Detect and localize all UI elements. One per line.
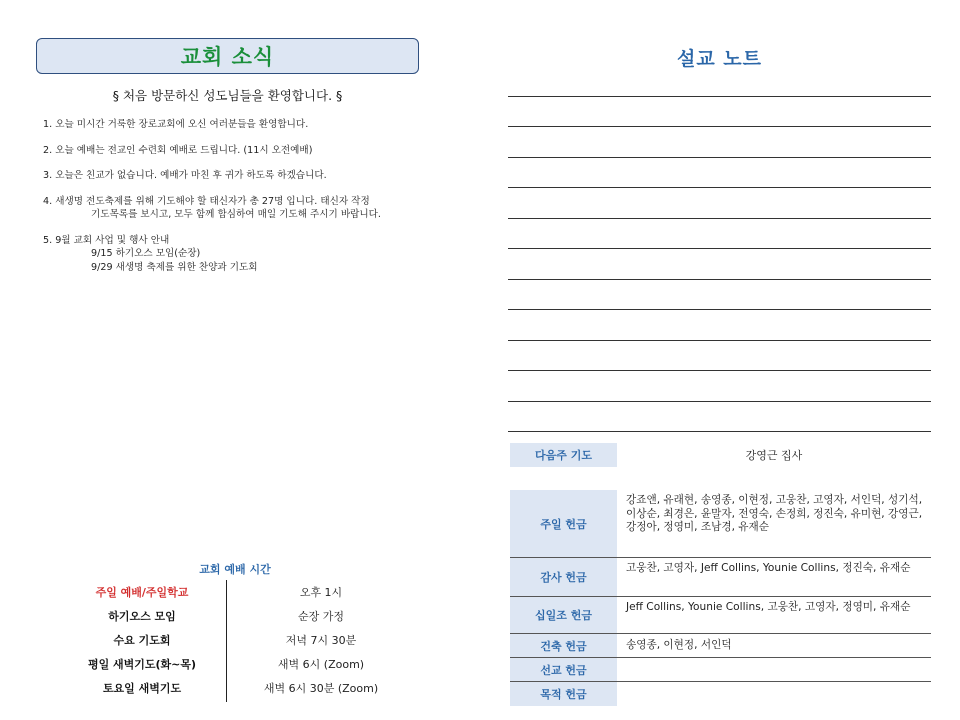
news-item <box>43 195 463 222</box>
news-item <box>43 169 463 183</box>
schedule-row <box>58 652 418 676</box>
note-line <box>508 340 931 341</box>
offering-table <box>510 490 931 706</box>
news-item-line: 2. 오늘 예배는 전교인 수련회 예배로 드립니다. (11시 오전예배) <box>43 144 313 156</box>
note-line <box>508 96 931 97</box>
news-item-line: 4. 새생명 전도축제를 위해 기도해야 할 태신자가 총 27명 입니다. 태신자 작정 <box>43 195 370 207</box>
offering-row <box>510 634 931 658</box>
news-item-line: 5. 9월 교회 사업 및 행사 안내 <box>43 234 170 246</box>
worship-schedule <box>58 580 418 700</box>
news-item-line: 3. 오늘은 친교가 없습니다. 예배가 마친 후 귀가 하도록 하겠습니다. <box>43 170 327 181</box>
news-title-box <box>36 38 419 74</box>
schedule-name: 주일 예배/주일학교 <box>95 586 189 599</box>
note-line <box>508 401 931 402</box>
schedule-name: 수요 기도회 <box>113 634 171 647</box>
schedule-time: 저녁 7시 30분 <box>285 634 357 647</box>
offering-names: Jeff Collins, Younie Collins, 고웅찬, 고영자, 정영미, 유재순 <box>626 601 911 613</box>
news-list <box>43 118 463 286</box>
note-line <box>508 279 931 280</box>
news-subitem: 9/15 하기오스 모임(순장) <box>91 248 201 259</box>
schedule-time: 새벽 6시 30분 (Zoom) <box>263 682 379 695</box>
prayer-label: 다음주 기도 <box>510 443 617 467</box>
schedule-time: 순장 가정 <box>297 610 344 623</box>
note-line <box>508 431 931 432</box>
offering-row <box>510 658 931 682</box>
news-item-line: 기도목록를 보시고, 모두 함께 합심하여 매일 기도해 주시기 바랍니다. <box>91 209 381 220</box>
schedule-time: 오후 1시 <box>299 586 343 599</box>
offering-row <box>510 682 931 706</box>
offering-names: 고웅찬, 고영자, Jeff Collins, Younie Collins, 정진숙, 유재순 <box>626 562 911 574</box>
offering-label: 감사 헌금 <box>510 558 617 596</box>
news-title: 교회 소식 <box>180 45 275 69</box>
news-item <box>43 234 463 275</box>
offering-label: 건축 헌금 <box>510 634 617 657</box>
prayer-value: 강영근 집사 <box>745 449 803 462</box>
note-line <box>508 248 931 249</box>
schedule-title: 교회 예배 시간 <box>199 563 271 576</box>
offering-label: 주일 헌금 <box>510 490 617 557</box>
offering-label: 십일조 헌금 <box>510 597 617 633</box>
offering-names: 송영종, 이현정, 서인덕 <box>626 639 732 651</box>
offering-label: 목적 헌금 <box>510 682 617 706</box>
note-line <box>508 157 931 158</box>
offering-names: 강죠앤, 유래현, 송영종, 이현정, 고웅찬, 고영자, 서인덕, 성기석, 이상순, 최경은, 윤말자, 전영숙, 손정희, 정진숙, 유미현, 강영근, 강정아, 정영미, 조남경, 유재순 <box>626 494 923 533</box>
schedule-row <box>58 676 418 700</box>
note-line <box>508 126 931 127</box>
schedule-name: 평일 새벽기도(화~목) <box>87 658 197 671</box>
note-line <box>508 187 931 188</box>
offering-row <box>510 490 931 558</box>
sermon-title: 설교 노트 <box>676 48 763 70</box>
offering-names <box>617 682 931 706</box>
note-line <box>508 218 931 219</box>
offering-names <box>617 658 931 681</box>
news-item <box>43 144 463 158</box>
welcome-message: § 처음 방문하신 성도님들을 환영합니다. § <box>112 88 343 103</box>
schedule-time: 새벽 6시 (Zoom) <box>277 658 365 671</box>
schedule-row <box>58 628 418 652</box>
schedule-name: 하기오스 모임 <box>108 610 176 623</box>
offering-label: 선교 헌금 <box>510 658 617 681</box>
news-subitem: 9/29 새생명 축제를 위한 찬양과 기도회 <box>91 261 258 273</box>
news-item <box>43 118 463 132</box>
schedule-row <box>58 604 418 628</box>
offering-row <box>510 558 931 597</box>
note-line <box>508 370 931 371</box>
schedule-row <box>58 580 418 604</box>
schedule-name: 토요일 새벽기도 <box>102 682 182 695</box>
note-line <box>508 309 931 310</box>
news-item-line: 1. 오늘 미시간 거룩한 장로교회에 오신 여러분들을 환영합니다. <box>43 119 309 130</box>
offering-row <box>510 597 931 634</box>
